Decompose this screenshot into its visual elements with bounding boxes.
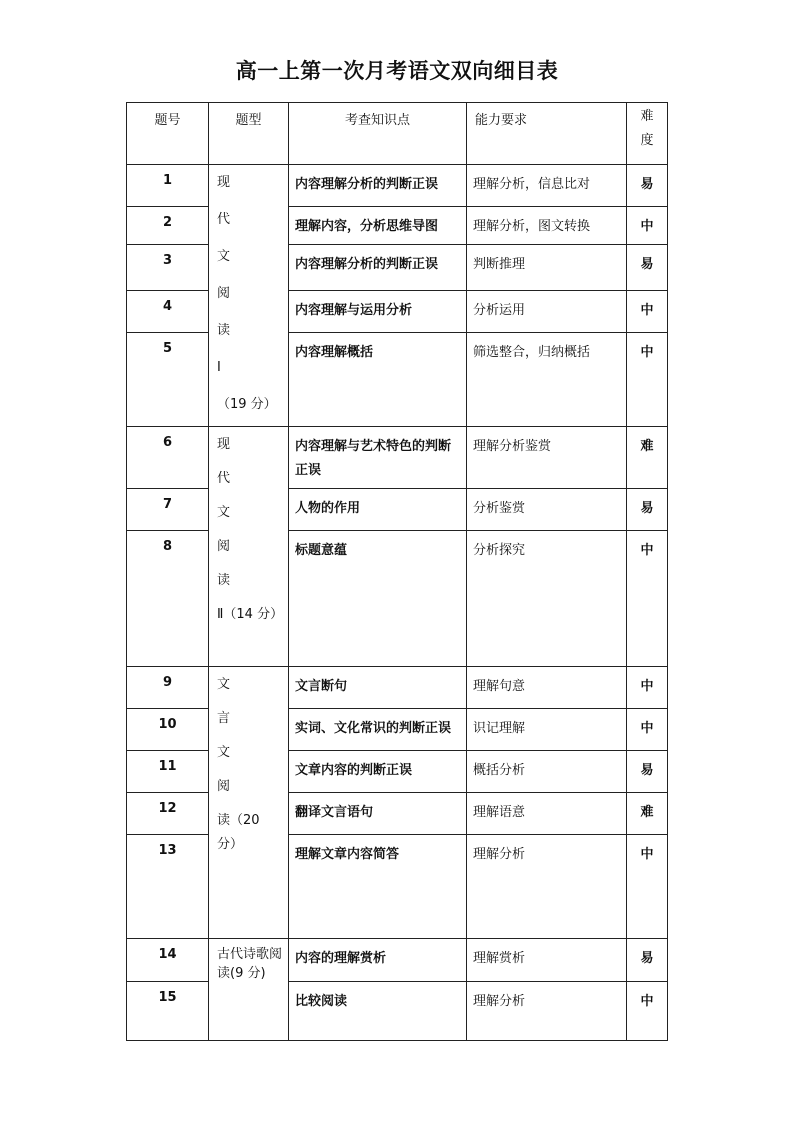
section-char: 文 bbox=[217, 249, 231, 264]
section-char: 阅 bbox=[217, 539, 231, 554]
difficulty-level: 中 bbox=[627, 667, 668, 709]
question-num: 4 bbox=[127, 291, 209, 333]
difficulty-level: 易 bbox=[627, 165, 668, 207]
knowledge-point: 文章内容的判断正误 bbox=[289, 751, 467, 793]
header-num: 题号 bbox=[127, 103, 209, 165]
spec-table bbox=[126, 102, 668, 1041]
ability-requirement: 理解分析，信息比对 bbox=[467, 165, 627, 207]
difficulty-level: 中 bbox=[627, 531, 668, 667]
header-type: 题型 bbox=[209, 103, 289, 165]
section-score: 读（20 分） bbox=[217, 813, 260, 852]
knowledge-point: 比较阅读 bbox=[289, 982, 467, 1041]
difficulty-level: 中 bbox=[627, 709, 668, 751]
difficulty-level: 难 bbox=[627, 427, 668, 489]
table-row bbox=[127, 531, 668, 667]
table-row bbox=[127, 291, 668, 333]
header-difficulty-2: 度 bbox=[640, 133, 654, 148]
table-row bbox=[127, 427, 668, 489]
question-num: 12 bbox=[127, 793, 209, 835]
table-row bbox=[127, 207, 668, 245]
ability-requirement: 概括分析 bbox=[467, 751, 627, 793]
table-row bbox=[127, 939, 668, 982]
ability-requirement: 理解语意 bbox=[467, 793, 627, 835]
question-num: 11 bbox=[127, 751, 209, 793]
ability-requirement: 理解分析，图文转换 bbox=[467, 207, 627, 245]
question-num: 13 bbox=[127, 835, 209, 939]
ability-requirement: 理解分析 bbox=[467, 835, 627, 939]
header-knowledge: 考查知识点 bbox=[289, 103, 467, 165]
header-row bbox=[127, 103, 668, 165]
question-num: 7 bbox=[127, 489, 209, 531]
section-classical-reading bbox=[209, 667, 289, 939]
knowledge-point: 内容理解分析的判断正误 bbox=[289, 245, 467, 291]
question-num: 6 bbox=[127, 427, 209, 489]
knowledge-point: 内容理解概括 bbox=[289, 333, 467, 427]
section-char: 阅 bbox=[217, 779, 231, 794]
section-score: （19 分） bbox=[217, 397, 277, 412]
table-row bbox=[127, 165, 668, 207]
ability-requirement: 分析运用 bbox=[467, 291, 627, 333]
question-num: 5 bbox=[127, 333, 209, 427]
header-difficulty-1: 难 bbox=[640, 109, 654, 124]
ability-requirement: 分析鉴赏 bbox=[467, 489, 627, 531]
knowledge-point: 实词、文化常识的判断正误 bbox=[289, 709, 467, 751]
section-char: 文 bbox=[217, 505, 231, 520]
question-num: 14 bbox=[127, 939, 209, 982]
knowledge-point: 内容理解与艺术特色的判断正误 bbox=[289, 427, 467, 489]
section-char: 代 bbox=[217, 471, 231, 486]
question-num: 2 bbox=[127, 207, 209, 245]
difficulty-level: 中 bbox=[627, 982, 668, 1041]
question-num: 9 bbox=[127, 667, 209, 709]
section-char: Ⅰ bbox=[217, 360, 221, 375]
knowledge-point: 理解内容，分析思维导图 bbox=[289, 207, 467, 245]
difficulty-level: 易 bbox=[627, 751, 668, 793]
section-char: 读 bbox=[217, 573, 231, 588]
section-char: 读 bbox=[217, 323, 231, 338]
difficulty-level: 易 bbox=[627, 489, 668, 531]
ability-requirement: 理解分析鉴赏 bbox=[467, 427, 627, 489]
table-row bbox=[127, 751, 668, 793]
section-score: Ⅱ（14 分） bbox=[217, 607, 284, 622]
ability-requirement: 理解赏析 bbox=[467, 939, 627, 982]
knowledge-point: 翻译文言语句 bbox=[289, 793, 467, 835]
knowledge-point: 内容理解分析的判断正误 bbox=[289, 165, 467, 207]
knowledge-point: 文言断句 bbox=[289, 667, 467, 709]
table-row bbox=[127, 245, 668, 291]
difficulty-level: 易 bbox=[627, 939, 668, 982]
header-difficulty bbox=[627, 103, 668, 165]
page-title: 高一上第一次月考语文双向细目表 bbox=[235, 59, 559, 83]
section-char: 代 bbox=[217, 212, 231, 227]
ability-requirement: 理解句意 bbox=[467, 667, 627, 709]
difficulty-level: 中 bbox=[627, 291, 668, 333]
table-row bbox=[127, 835, 668, 939]
ability-requirement: 理解分析 bbox=[467, 982, 627, 1041]
section-poetry-reading: 古代诗歌阅读(9 分) bbox=[209, 939, 289, 1041]
table-row bbox=[127, 709, 668, 751]
table-row bbox=[127, 333, 668, 427]
section-modern-reading-2 bbox=[209, 427, 289, 667]
difficulty-level: 中 bbox=[627, 835, 668, 939]
header-ability: 能力要求 bbox=[467, 103, 627, 165]
ability-requirement: 分析探究 bbox=[467, 531, 627, 667]
question-num: 8 bbox=[127, 531, 209, 667]
section-char: 现 bbox=[217, 437, 231, 452]
section-modern-reading-1 bbox=[209, 165, 289, 427]
table-row bbox=[127, 667, 668, 709]
table-row bbox=[127, 793, 668, 835]
knowledge-point: 人物的作用 bbox=[289, 489, 467, 531]
ability-requirement: 筛选整合，归纳概括 bbox=[467, 333, 627, 427]
difficulty-level: 中 bbox=[627, 333, 668, 427]
section-char: 文 bbox=[217, 677, 231, 692]
ability-requirement: 识记理解 bbox=[467, 709, 627, 751]
question-num: 10 bbox=[127, 709, 209, 751]
question-num: 1 bbox=[127, 165, 209, 207]
table-row bbox=[127, 982, 668, 1041]
difficulty-level: 中 bbox=[627, 207, 668, 245]
difficulty-level: 易 bbox=[627, 245, 668, 291]
table-row bbox=[127, 489, 668, 531]
knowledge-point: 标题意蕴 bbox=[289, 531, 467, 667]
knowledge-point: 内容的理解赏析 bbox=[289, 939, 467, 982]
section-char: 文 bbox=[217, 745, 231, 760]
section-char: 现 bbox=[217, 175, 231, 190]
section-char: 言 bbox=[217, 711, 231, 726]
knowledge-point: 理解文章内容简答 bbox=[289, 835, 467, 939]
question-num: 3 bbox=[127, 245, 209, 291]
difficulty-level: 难 bbox=[627, 793, 668, 835]
section-char: 阅 bbox=[217, 286, 231, 301]
knowledge-point: 内容理解与运用分析 bbox=[289, 291, 467, 333]
question-num: 15 bbox=[127, 982, 209, 1041]
ability-requirement: 判断推理 bbox=[467, 245, 627, 291]
